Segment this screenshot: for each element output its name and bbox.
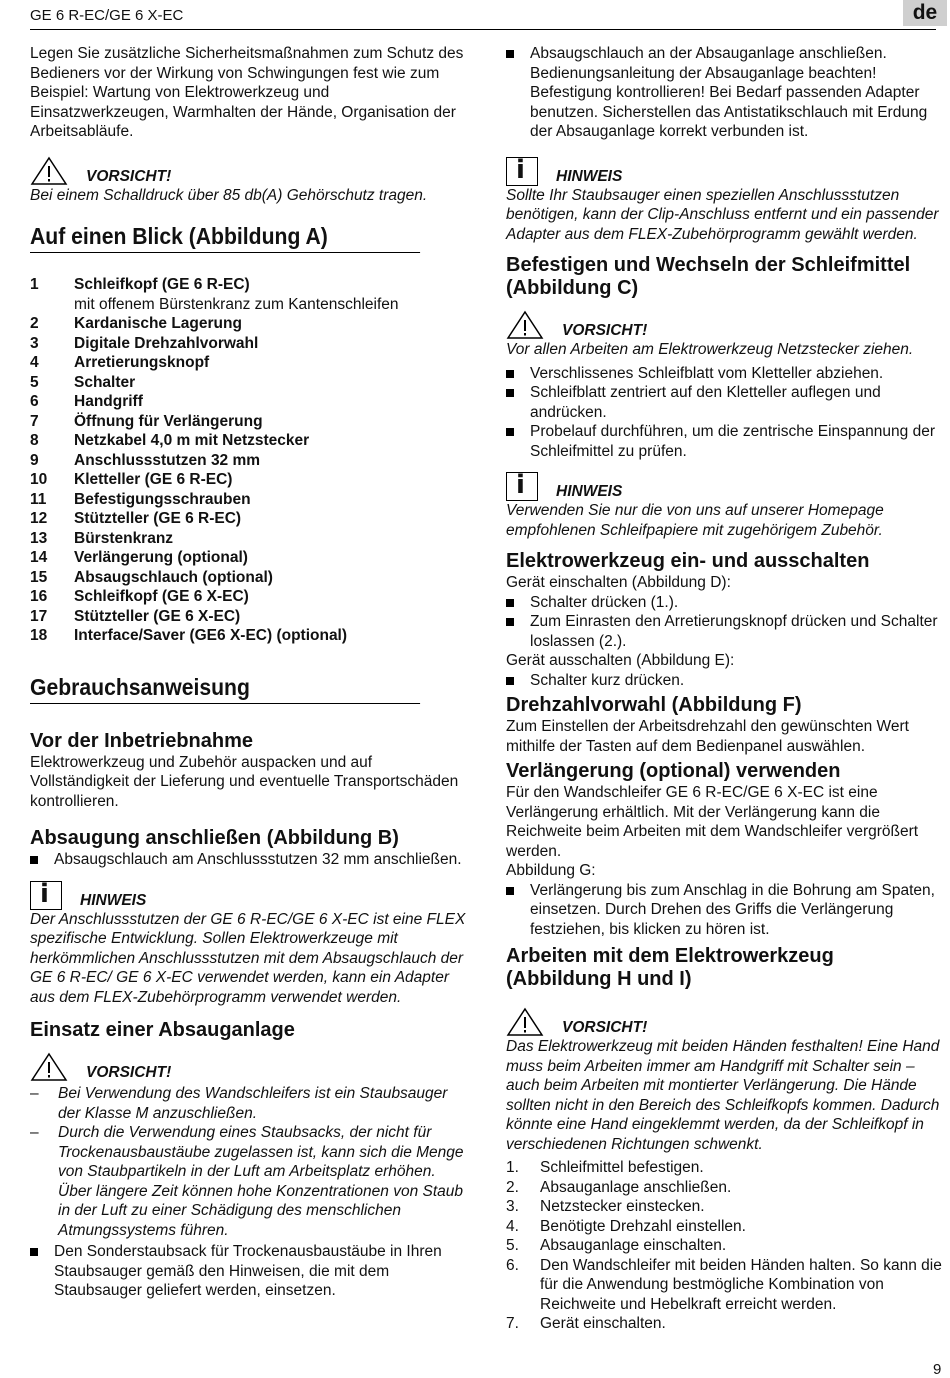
warning-block <box>30 1048 472 1082</box>
step-item <box>506 1197 944 1217</box>
part-item <box>30 529 472 549</box>
dash-text: Bei Verwendung des Wandschleifers ist ein Staubsauger der Klasse M anzuschließen. <box>58 1085 448 1122</box>
part-label <box>74 451 260 471</box>
warning-label: VORSICHT! <box>562 322 648 339</box>
dash-marker: – <box>30 1124 39 1141</box>
part-item <box>30 607 472 627</box>
hint-text: Verwenden Sie nur die von uns auf unserer Homepage empfohlenen Schleifpapiere mit zugehörigem Zubehör. <box>506 502 884 539</box>
part-number: 11 <box>30 490 47 508</box>
warning-triangle-icon <box>30 156 68 186</box>
warning-block <box>506 306 944 340</box>
part-label <box>74 373 135 393</box>
part-item <box>30 626 472 646</box>
bullet-text: Absaugschlauch am Anschlussstutzen 32 mm anschließen. <box>54 851 462 868</box>
part-item <box>30 548 472 568</box>
part-label-text: Anschlussstutzen 32 mm <box>74 451 261 469</box>
step-item <box>506 1256 944 1315</box>
part-label-text: Schleifkopf (GE 6 R-EC) <box>74 276 250 293</box>
part-item <box>30 353 472 373</box>
extraction-bullet <box>30 1242 472 1301</box>
left-column <box>30 44 472 1301</box>
step-number: 2. <box>506 1178 519 1196</box>
part-label <box>74 412 263 432</box>
extension-heading: Verlängerung (optional) verwenden <box>506 760 841 782</box>
switch-on-text: Gerät einschalten (Abbildung D): <box>506 574 731 591</box>
bullet-marker <box>506 599 514 607</box>
bullet-text: Zum Einrasten den Arretierungsknopf drücken und Schalter loslassen (2.). <box>530 613 938 650</box>
part-item <box>30 392 472 412</box>
speed-text: Zum Einstellen der Arbeitsdrehzahl den gewünschten Wert mithilfe der Tasten auf dem Bedienpanel auswählen. <box>506 718 909 755</box>
warning-triangle-icon <box>506 310 544 340</box>
step-text: Gerät einschalten. <box>540 1315 666 1332</box>
info-icon <box>506 472 538 501</box>
step-item <box>506 1158 944 1178</box>
part-item <box>30 334 472 354</box>
warning-text: Das Elektrowerkzeug mit beiden Händen festhalten! Eine Hand muss beim Arbeiten immer am Handgriff mit Schalter sein – auch beim Arbeiten mit montierter Verlängerung. Die Hände sollten nicht in den Bereich des Schleifkopfs kommen. Dadurch könnte eine Hand eingeklemmt werden, da der Schleifkopf in verschiedenen Richtungen schwenkt. <box>506 1038 940 1153</box>
step-number: 6. <box>506 1256 519 1274</box>
step-text: Absauganlage anschließen. <box>540 1178 732 1196</box>
bullet-text: Schleifblatt zentriert auf den Kletteller auflegen und andrücken. <box>530 384 881 421</box>
part-label-text: Bürstenkranz <box>74 529 174 547</box>
warning-dash-item <box>30 1084 472 1123</box>
parts-list <box>30 275 472 646</box>
connect-bullet <box>506 44 944 142</box>
hint-label: HINWEIS <box>556 483 623 500</box>
extension-figure-ref: Abbildung G: <box>506 862 596 879</box>
part-number: 14 <box>30 549 48 566</box>
warning-text: Vor allen Arbeiten am Elektrowerkzeug Netzstecker ziehen. <box>506 341 914 358</box>
before-use-heading: Vor der Inbetriebnahme <box>30 729 254 752</box>
bullet-text: Schalter kurz drücken. <box>530 671 685 689</box>
step-item <box>506 1236 944 1256</box>
step-item <box>506 1178 944 1198</box>
warning-block <box>506 1003 944 1037</box>
part-item <box>30 373 472 393</box>
part-label <box>74 490 251 510</box>
part-number: 13 <box>30 529 48 547</box>
warning-triangle-icon <box>30 1052 68 1082</box>
warning-label: VORSICHT! <box>86 1064 172 1081</box>
part-label <box>74 529 173 549</box>
bullet-marker <box>30 856 38 864</box>
part-item <box>30 431 472 451</box>
part-item <box>30 470 472 490</box>
dash-marker: – <box>30 1085 39 1102</box>
part-number: 17 <box>30 607 48 625</box>
part-number: 8 <box>30 432 39 449</box>
part-number: 1 <box>30 276 39 293</box>
part-label-text: Netzkabel 4,0 m mit Netzstecker <box>74 432 310 449</box>
part-label <box>74 509 241 529</box>
part-item <box>30 412 472 432</box>
hint-text: Sollte Ihr Staubsauger einen speziellen Anschlussstutzen benötigen, kann der Clip-Anschluss entfernt und ein passender Adapter aus dem FLEX-Zubehörprogramm gewählt werden. <box>506 186 939 243</box>
part-label <box>74 607 240 627</box>
fix-abrasive-heading: Befestigen und Wechseln der Schleifmittel (Abbildung C) <box>506 254 911 299</box>
part-label-text: Verlängerung (optional) <box>74 549 248 566</box>
page-number: 9 <box>933 1361 942 1378</box>
part-label-text: Arretierungsknopf <box>74 354 210 371</box>
bullet-text: Probelauf durchführen, um die zentrische Einspannung der Schleifmittel zu prüfen. <box>530 423 935 460</box>
part-item <box>30 314 472 334</box>
part-item <box>30 275 472 314</box>
bullet-text: Den Sonderstaubsack für Trockenausbaustäube in Ihren Staubsauger gemäß den Hinweisen, die mit dem Staubsauger geliefert werden, einsetzen. <box>54 1243 442 1299</box>
extension-text: Für den Wandschleifer GE 6 R-EC/GE 6 X-EC ist eine Verlängerung erhältlich. Mit der Verlängerung kann die Reichweite beim Arbeiten mit dem Wandschleifer vergrößert werden. <box>506 784 919 860</box>
part-number: 10 <box>30 471 48 488</box>
bullet-marker <box>506 618 514 626</box>
part-number: 4 <box>30 354 39 371</box>
bullet-text: Schalter drücken (1.). <box>530 593 679 611</box>
fix-bullet <box>506 383 944 422</box>
bullet-marker <box>506 50 514 58</box>
part-item <box>30 490 472 510</box>
hint-label: HINWEIS <box>556 167 623 185</box>
part-label-text: Absaugschlauch (optional) <box>74 568 273 586</box>
part-number: 12 <box>30 510 48 527</box>
bullet-marker <box>506 428 514 436</box>
bullet-marker <box>30 1248 38 1256</box>
part-label-text: Kardanische Lagerung <box>74 315 242 332</box>
part-label <box>74 314 242 334</box>
part-item <box>30 568 472 588</box>
part-item <box>30 451 472 471</box>
part-label-text: Interface/Saver (GE6 X-EC) (optional) <box>74 627 348 644</box>
part-number: 7 <box>30 412 39 430</box>
speed-heading: Drehzahlvorwahl (Abbildung F) <box>506 694 802 716</box>
info-icon <box>506 157 538 186</box>
part-number: 9 <box>30 451 39 469</box>
step-text: Netzstecker einstecken. <box>540 1198 705 1215</box>
bullet-marker <box>506 389 514 397</box>
header-divider <box>30 29 936 30</box>
part-label-text: Schleifkopf (GE 6 X-EC) <box>74 588 249 605</box>
bullet-marker <box>506 677 514 685</box>
part-number: 2 <box>30 315 39 332</box>
part-label-text: Befestigungsschrauben <box>74 490 251 508</box>
bullet-marker <box>506 887 514 895</box>
part-sublabel: mit offenem Bürstenkranz zum Kantenschleifen <box>74 295 399 313</box>
step-number: 5. <box>506 1237 519 1254</box>
step-text: Benötigte Drehzahl einstellen. <box>540 1217 746 1235</box>
bullet-text: Verschlissenes Schleifblatt vom Kletteller abziehen. <box>530 364 884 382</box>
steps-list <box>506 1158 944 1334</box>
warning-text: Bei einem Schalldruck über 85 db(A) Gehörschutz tragen. <box>30 186 428 204</box>
part-label <box>74 470 232 490</box>
part-label-text: Schalter <box>74 373 136 391</box>
suction-bullet <box>30 850 472 870</box>
part-label-text: Stützteller (GE 6 X-EC) <box>74 607 241 625</box>
extension-bullet <box>506 881 944 940</box>
before-use-text: Elektrowerkzeug und Zubehör auspacken und auf Vollständigkeit der Lieferung und eventuelle Transportschäden kontrollieren. <box>30 753 459 810</box>
hint-label: HINWEIS <box>80 891 147 909</box>
part-label <box>74 334 258 354</box>
part-label <box>74 626 347 646</box>
warning-label: VORSICHT! <box>562 1019 648 1036</box>
right-column <box>506 44 944 1334</box>
intro-paragraph: Legen Sie zusätzliche Sicherheitsmaßnahmen zum Schutz des Bedieners vor der Wirkung von Schwingungen fest wie zum Beispiel: Wartung von Elektrowerkzeug und Einsatzwerkzeugen, Warmhalten der Hände, Organisation der Arbeitsabläufe. <box>30 45 464 140</box>
extraction-heading: Einsatz einer Absauganlage <box>30 1019 295 1041</box>
document-title: GE 6 R-EC/GE 6 X-EC <box>30 7 184 24</box>
part-label <box>74 587 249 607</box>
bullet-text: Verlängerung bis zum Anschlag in die Bohrung am Spaten, einsetzen. Durch Drehen des Griffs die Verlängerung festziehen, bis klicken zu hören ist. <box>530 881 935 938</box>
part-label <box>74 353 209 373</box>
step-number: 7. <box>506 1315 519 1332</box>
part-label-text: Handgriff <box>74 393 143 410</box>
part-label <box>74 392 143 412</box>
bullet-marker <box>506 370 514 378</box>
hint-block <box>30 876 472 910</box>
part-label <box>74 548 248 568</box>
language-badge: de <box>903 0 947 26</box>
suction-heading: Absaugung anschließen (Abbildung B) <box>30 827 399 849</box>
step-item <box>506 1314 944 1334</box>
part-item <box>30 509 472 529</box>
part-label-text: Digitale Drehzahlvorwahl <box>74 334 259 352</box>
part-number: 3 <box>30 334 39 352</box>
warning-dash-item <box>30 1123 472 1240</box>
part-number: 18 <box>30 627 48 644</box>
warning-label: VORSICHT! <box>86 167 172 185</box>
fix-bullet-list <box>506 364 944 462</box>
part-label-text: Stützteller (GE 6 R-EC) <box>74 510 242 527</box>
overview-heading: Auf einen Blick (Abbildung A) <box>30 223 420 253</box>
switch-bullet <box>506 671 944 691</box>
step-text: Schleifmittel befestigen. <box>540 1159 704 1176</box>
part-label-text: Kletteller (GE 6 R-EC) <box>74 471 233 488</box>
warning-block <box>30 156 472 186</box>
switch-heading: Elektrowerkzeug ein- und ausschalten <box>506 550 870 572</box>
part-label-text: Öffnung für Verlängerung <box>74 412 263 430</box>
part-number: 16 <box>30 588 48 605</box>
hint-block <box>506 467 944 501</box>
step-number: 4. <box>506 1217 519 1235</box>
part-number: 6 <box>30 393 39 410</box>
switch-bullet <box>506 593 944 613</box>
fix-bullet <box>506 422 944 461</box>
step-number: 1. <box>506 1159 519 1176</box>
step-item <box>506 1217 944 1237</box>
part-label <box>74 431 309 451</box>
dash-text: Durch die Verwendung eines Staubsacks, der nicht für Trockenausbaustäube zugelassen ist, kann sich die Menge von Staubpartikeln in der Luft am Arbeitsplatz erhöhen. Über längere Zeit können hohe Konzentrationen von Staub in der Luft zu einer Schädigung des menschlichen Atmungssystems führen. <box>58 1124 464 1239</box>
fix-bullet <box>506 364 944 384</box>
usage-heading: Gebrauchsanweisung <box>30 674 420 704</box>
part-item <box>30 587 472 607</box>
part-label <box>74 568 273 588</box>
part-label <box>74 275 399 314</box>
bullet-text: Absaugschlauch an der Absauganlage anschließen. Bedienungsanleitung der Absauganlage beachten! Befestigung kontrollieren! Bei Bedarf passenden Adapter benutzen. Sicherstellen das Antistatikschlauch mit Erdung der Absauganlage korrekt verbunden ist. <box>530 45 928 140</box>
hint-block <box>506 152 944 186</box>
part-number: 15 <box>30 568 48 586</box>
work-heading: Arbeiten mit dem Elektrowerkzeug (Abbildung H und I) <box>506 945 834 990</box>
step-text: Den Wandschleifer mit beiden Händen halten. So kann die für die Anwendung bestmögliche Kombination von Reichweite und Hebelkraft erreicht werden. <box>540 1256 942 1313</box>
step-text: Absauganlage einschalten. <box>540 1237 727 1254</box>
hint-text: Der Anschlussstutzen der GE 6 R-EC/GE 6 X-EC ist eine FLEX spezifische Entwicklung. Sollen Elektrowerkzeuge mit herkömmlichen Anschlussstutzen mit dem Absaugschlauch der GE 6 R-EC/ GE 6 X-EC verwendet werden, kann ein Adapter aus dem FLEX-Zubehörprogramm verwendet werden. <box>30 910 466 1006</box>
warning-triangle-icon <box>506 1007 544 1037</box>
switch-off-text: Gerät ausschalten (Abbildung E): <box>506 652 735 669</box>
switch-bullet <box>506 612 944 651</box>
step-number: 3. <box>506 1198 519 1215</box>
info-icon <box>30 881 62 910</box>
part-number: 5 <box>30 373 39 391</box>
